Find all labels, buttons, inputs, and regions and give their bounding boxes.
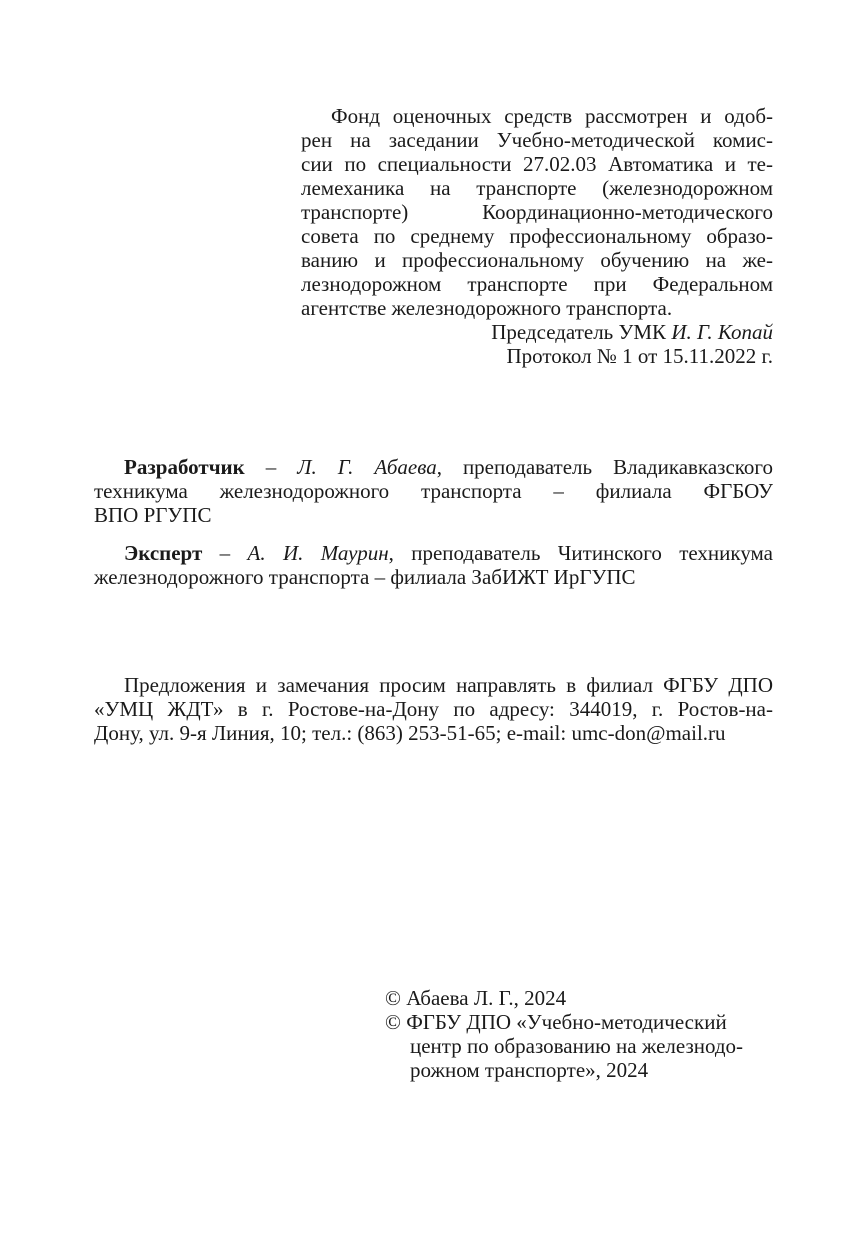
- approval-line-2: рен на заседании Учебно-методической комис-: [301, 128, 773, 152]
- approval-line-8: лезнодорожном транспорте при Федеральном: [301, 272, 773, 296]
- developer-line-2: техникума железнодорожного транспорта – филиала ФГБОУ: [94, 479, 773, 503]
- copyright-author: © Абаева Л. Г., 2024: [385, 986, 567, 1010]
- chair-signature: [301, 320, 773, 344]
- approval-line-5: транспорте) Координационно-методического: [301, 200, 773, 224]
- spacer: [94, 527, 773, 541]
- chair-name: И. Г. Копай: [671, 320, 773, 344]
- copyright-publisher-cont-1: центр по образованию на железнодо-: [410, 1034, 744, 1058]
- feedback-line-2: «УМЦ ЖДТ» в г. Ростове-на-Дону по адресу: 344019, г. Ростов-на-: [94, 697, 773, 721]
- feedback-line-1: Предложения и замечания просим направлять в филиал ФГБУ ДПО: [124, 673, 773, 697]
- expert-line-2: железнодорожного транспорта – филиала ЗабИЖТ ИрГУПС: [94, 565, 636, 589]
- developer-dash: –: [244, 455, 298, 479]
- developer-name: Л. Г. Абаева: [297, 455, 437, 479]
- protocol-line: Протокол № 1 от 15.11.2022 г.: [506, 344, 773, 368]
- authors-section: [94, 455, 773, 589]
- feedback-line-3: Дону, ул. 9-я Линия, 10; тел.: (863) 253-51-65; e-mail: umc-don@mail.ru: [94, 721, 726, 745]
- feedback-note: [94, 673, 773, 745]
- developer-position: , преподаватель Владикавказского: [436, 455, 774, 479]
- approval-line-3: сии по специальности 27.02.03 Автоматика и те-: [301, 152, 773, 176]
- copyright-publisher: © ФГБУ ДПО «Учебно-методический: [385, 1010, 727, 1034]
- copyright-block: [385, 986, 785, 1082]
- approval-line-1: Фонд оценочных средств рассмотрен и одоб-: [331, 104, 773, 128]
- expert-dash: –: [202, 541, 248, 565]
- approval-line-7: ванию и профессиональному обучению на же-: [301, 248, 773, 272]
- chair-label: Председатель УМК: [491, 320, 667, 344]
- approval-line-9: агентстве железнодорожного транспорта.: [301, 296, 673, 320]
- developer-line-3: ВПО РГУПС: [94, 503, 212, 527]
- developer-role: Разработчик: [124, 455, 245, 479]
- approval-line-6: совета по среднему профессиональному образо-: [301, 224, 773, 248]
- approval-note: [301, 104, 773, 368]
- approval-line-4: лемеханика на транспорте (железнодорожном: [301, 176, 773, 200]
- expert-role: Эксперт: [124, 541, 203, 565]
- developer-line-1: [94, 455, 773, 479]
- expert-position: , преподаватель Читинского техникума: [388, 541, 774, 565]
- expert-line-1: [94, 541, 773, 565]
- expert-name: А. И. Маурин: [247, 541, 389, 565]
- copyright-publisher-cont-2: рожном транспорте», 2024: [410, 1058, 649, 1082]
